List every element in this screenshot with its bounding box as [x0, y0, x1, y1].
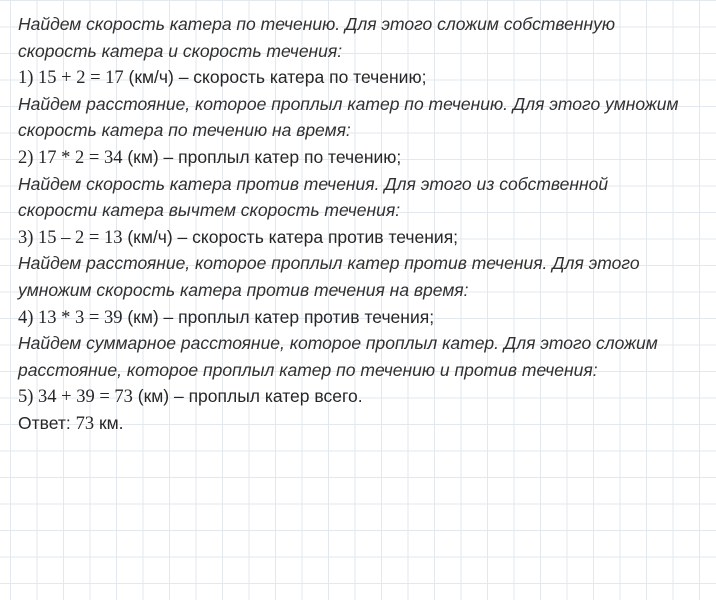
- step-description: (км) – проплыл катер по течению;: [122, 146, 402, 167]
- answer-line: [18, 410, 708, 437]
- step-description: (км) – проплыл катер всего.: [132, 386, 363, 407]
- solution-step: [18, 383, 708, 410]
- explanation-line: Найдем скорость катера против течения. Для этого из собственной: [18, 173, 609, 194]
- step-expression: 1) 15 + 2 = 17: [18, 68, 124, 89]
- step-expression: 3) 15 – 2 = 13: [18, 227, 123, 248]
- explanation-line: умножим скорость катера против течения на время:: [18, 279, 469, 300]
- step-description: (км/ч) – скорость катера против течения;: [122, 226, 459, 247]
- step-expression: 4) 13 * 3 = 39: [18, 307, 123, 328]
- solution-step: [18, 64, 708, 91]
- explanation-line: скорость катера и скорость течения:: [18, 40, 343, 61]
- answer-value: 73: [75, 413, 95, 434]
- answer-unit: км.: [94, 412, 124, 433]
- explanation-line: скорость катера по течению на время:: [18, 120, 351, 141]
- explanation-line: расстояние, которое проплыл катер по течению и против течения:: [18, 359, 598, 380]
- explanation-line: скорости катера вычтем скорость течения:: [18, 200, 401, 221]
- solution-step: [18, 224, 708, 251]
- solution-step: [18, 144, 708, 171]
- solution-step: [18, 304, 708, 331]
- answer-label: Ответ:: [18, 412, 76, 433]
- explanation-line: Найдем суммарное расстояние, которое проплыл катер. Для этого сложим: [18, 333, 658, 354]
- explanation-line: Найдем расстояние, которое проплыл катер по течению. Для этого умножим: [18, 93, 679, 114]
- solution-text: [18, 11, 708, 437]
- step-expression: 5) 34 + 39 = 73: [18, 387, 133, 408]
- explanation-line: Найдем скорость катера по течению. Для этого сложим собственную: [18, 14, 616, 34]
- step-description: (км) – проплыл катер против течения;: [122, 306, 435, 327]
- explanation-line: Найдем расстояние, которое проплыл катер против течения. Для этого: [18, 253, 640, 274]
- step-description: (км/ч) – скорость катера по течению;: [123, 67, 427, 88]
- step-expression: 2) 17 * 2 = 34: [18, 147, 123, 168]
